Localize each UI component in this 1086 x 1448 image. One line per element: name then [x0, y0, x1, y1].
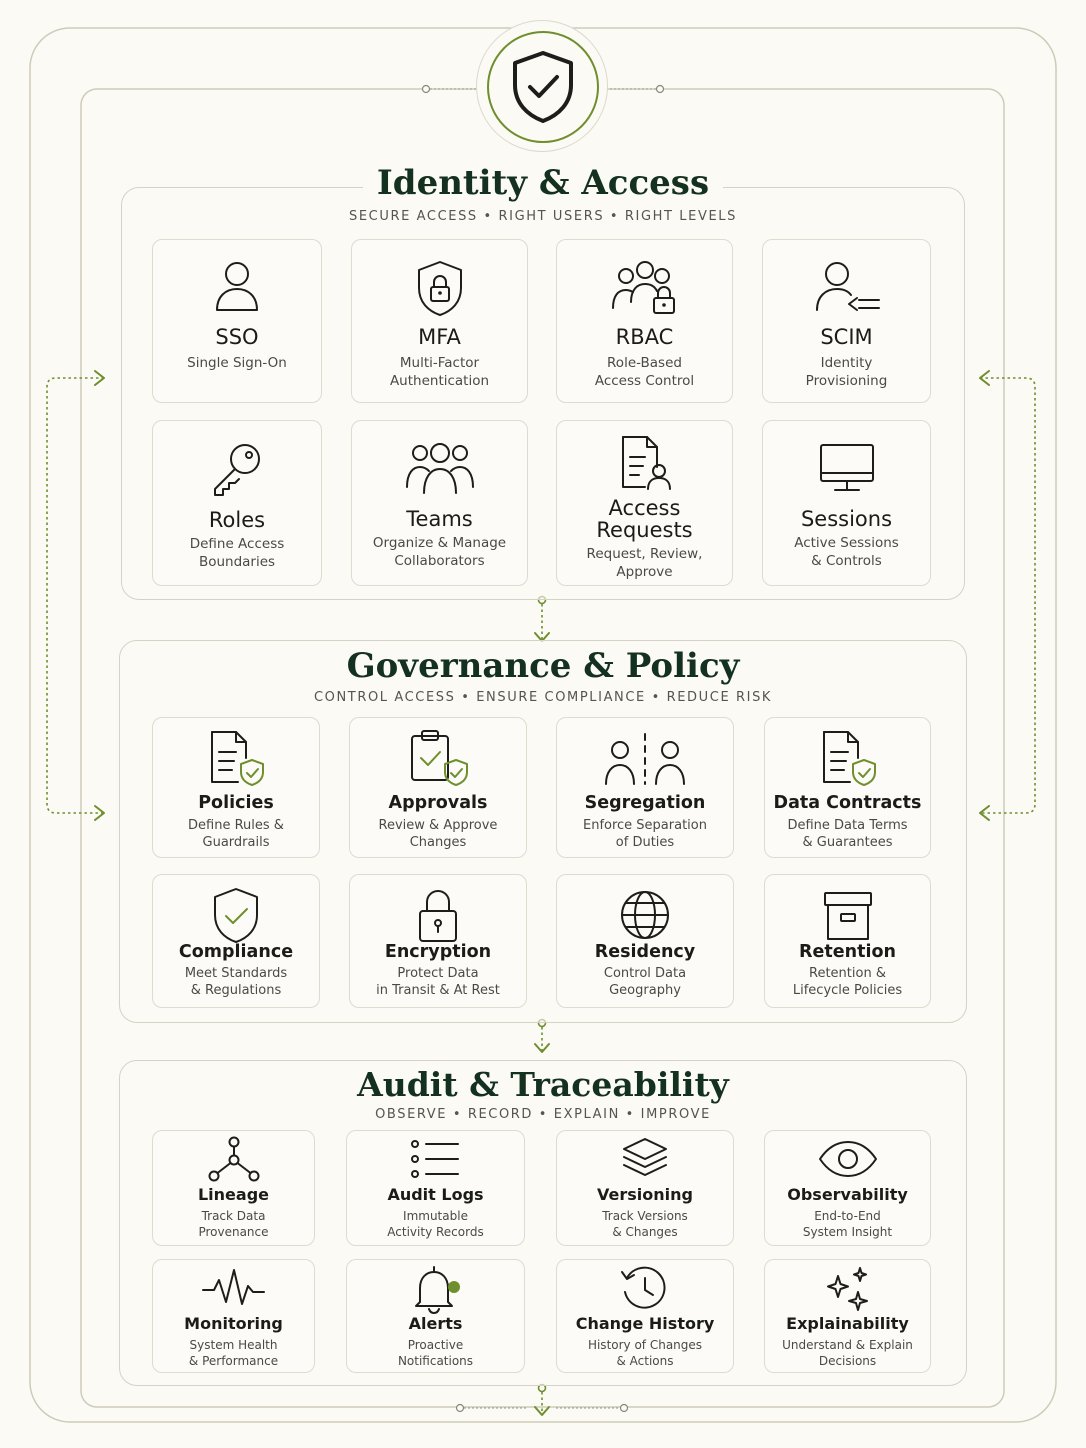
card-desc: End-to-End System Insight — [802, 1209, 893, 1239]
card-desc: Define Rules & Guardrails — [188, 818, 284, 850]
shield-check-icon — [208, 885, 264, 945]
card-compliance[interactable] — [152, 874, 320, 1008]
monitor-icon — [817, 439, 877, 499]
card-title: Monitoring — [184, 1314, 283, 1333]
card-title: Residency — [594, 942, 696, 962]
card-title: RBAC — [615, 325, 674, 349]
card-desc: Single Sign-On — [187, 355, 287, 371]
bell-icon — [406, 1264, 466, 1314]
card-approvals[interactable] — [349, 717, 527, 858]
card-desc: Proactive Notifications — [397, 1338, 474, 1368]
split-users-icon — [600, 728, 690, 788]
card-desc: Multi-Factor Authentication — [389, 355, 490, 389]
card-alerts[interactable] — [346, 1259, 525, 1373]
globe-icon — [617, 885, 673, 945]
card-audit-logs[interactable] — [346, 1130, 525, 1246]
shield-lock-icon — [412, 258, 468, 318]
card-roles[interactable] — [152, 420, 322, 586]
card-monitoring[interactable] — [152, 1259, 315, 1373]
card-desc: Protect Data in Transit & At Rest — [376, 966, 500, 998]
card-title: Explainability — [786, 1314, 909, 1333]
card-desc: Enforce Separation of Duties — [582, 818, 707, 850]
card-title: Change History — [575, 1314, 715, 1333]
flow-arrow-1 — [535, 597, 549, 642]
section-subtitle: CONTROL ACCESS • ENSURE COMPLIANCE • REDUCE RISK — [313, 690, 773, 705]
card-title: Compliance — [178, 942, 294, 962]
card-desc: Review & Approve Changes — [378, 818, 498, 850]
card-title: Data Contracts — [773, 793, 922, 813]
layers-icon — [615, 1135, 675, 1183]
card-title: Teams — [406, 507, 473, 531]
sparkles-icon — [820, 1264, 876, 1314]
card-desc: Meet Standards & Regulations — [184, 966, 288, 998]
card-desc: Organize & Manage Collaborators — [372, 535, 507, 569]
card-desc: Define Data Terms & Guarantees — [787, 818, 908, 850]
card-sso[interactable] — [152, 239, 322, 403]
flow-arrow-2 — [535, 1020, 549, 1053]
card-desc: Request, Review, Approve — [586, 546, 703, 580]
card-title-line: Access Requests — [596, 496, 693, 543]
user-icon — [209, 258, 265, 318]
section-subtitle: SECURE ACCESS • RIGHT USERS • RIGHT LEVELS — [349, 209, 737, 224]
flow-arrow-3 — [535, 1385, 549, 1416]
card-title: Encryption — [384, 942, 492, 962]
card-title: Observability — [787, 1185, 908, 1204]
section-title-text: Audit & Traceability — [343, 1065, 743, 1104]
card-data-contracts[interactable] — [764, 717, 931, 858]
card-desc: Role-Based Access Control — [594, 355, 695, 389]
card-title: Audit Logs — [387, 1185, 484, 1204]
card-desc: Identity Provisioning — [805, 355, 888, 389]
card-versioning[interactable] — [556, 1130, 734, 1246]
card-title: Segregation — [584, 793, 706, 813]
section-title — [0, 1065, 1086, 1104]
list-icon — [406, 1135, 466, 1183]
history-clock-icon — [617, 1264, 673, 1314]
card-access-requests[interactable] — [556, 420, 733, 586]
left-loop-arrow — [47, 378, 104, 813]
card-title: Retention — [799, 942, 896, 962]
clipboard-check-icon — [406, 728, 470, 788]
right-loop-arrow — [980, 378, 1035, 813]
document-shield-icon — [206, 728, 266, 788]
card-residency[interactable] — [556, 874, 734, 1008]
card-explainability[interactable] — [764, 1259, 931, 1373]
card-change-history[interactable] — [556, 1259, 734, 1373]
card-title: SCIM — [820, 325, 873, 349]
card-title: Policies — [198, 793, 274, 813]
card-desc: Active Sessions & Controls — [794, 535, 899, 569]
user-id-icon — [811, 258, 883, 318]
card-segregation[interactable] — [556, 717, 734, 858]
contract-shield-icon — [818, 728, 878, 788]
card-title: Versioning — [597, 1185, 693, 1204]
card-desc: Understand & Explain Decisions — [782, 1338, 913, 1368]
card-desc: Control Data Geography — [603, 966, 687, 998]
card-mfa[interactable] — [351, 239, 528, 403]
lineage-graph-icon — [204, 1135, 264, 1183]
card-encryption[interactable] — [349, 874, 527, 1008]
card-lineage[interactable] — [152, 1130, 315, 1246]
card-sessions[interactable] — [762, 420, 931, 586]
card-title: SSO — [215, 325, 259, 349]
key-icon — [207, 439, 267, 499]
card-title: MFA — [418, 325, 461, 349]
section-title-text: Identity & Access — [363, 163, 723, 203]
section-title — [0, 163, 1086, 203]
card-desc: System Health & Performance — [188, 1338, 279, 1368]
shield-emblem — [476, 20, 608, 152]
card-rbac[interactable] — [556, 239, 733, 403]
shield-check-icon — [505, 47, 581, 127]
card-desc: Define Access Boundaries — [189, 536, 285, 570]
card-title: Approvals — [388, 793, 488, 813]
section-title — [0, 646, 1086, 686]
pulse-icon — [200, 1264, 268, 1312]
card-desc: History of Changes & Actions — [587, 1338, 703, 1368]
card-title — [557, 497, 732, 541]
card-scim[interactable] — [762, 239, 931, 403]
card-desc: Immutable Activity Records — [387, 1209, 484, 1239]
card-teams[interactable] — [351, 420, 528, 586]
section-subtitle: OBSERVE • RECORD • EXPLAIN • IMPROVE — [375, 1107, 711, 1122]
card-observability[interactable] — [764, 1130, 931, 1246]
card-desc: Track Versions & Changes — [602, 1209, 688, 1239]
eye-icon — [816, 1135, 880, 1183]
card-retention[interactable] — [764, 874, 931, 1008]
card-desc: Track Data Provenance — [198, 1209, 269, 1239]
card-title: Sessions — [800, 507, 893, 531]
card-title: Roles — [208, 508, 266, 532]
group-lock-icon — [609, 258, 681, 318]
document-user-icon — [615, 433, 675, 493]
padlock-icon — [410, 885, 466, 945]
team-icon — [404, 439, 476, 499]
card-policies[interactable] — [152, 717, 320, 858]
section-title-text: Governance & Policy — [333, 646, 754, 686]
card-title: Alerts — [408, 1314, 463, 1333]
card-desc: Retention & Lifecycle Policies — [792, 966, 903, 998]
card-title: Lineage — [197, 1185, 270, 1204]
archive-box-icon — [820, 885, 876, 945]
